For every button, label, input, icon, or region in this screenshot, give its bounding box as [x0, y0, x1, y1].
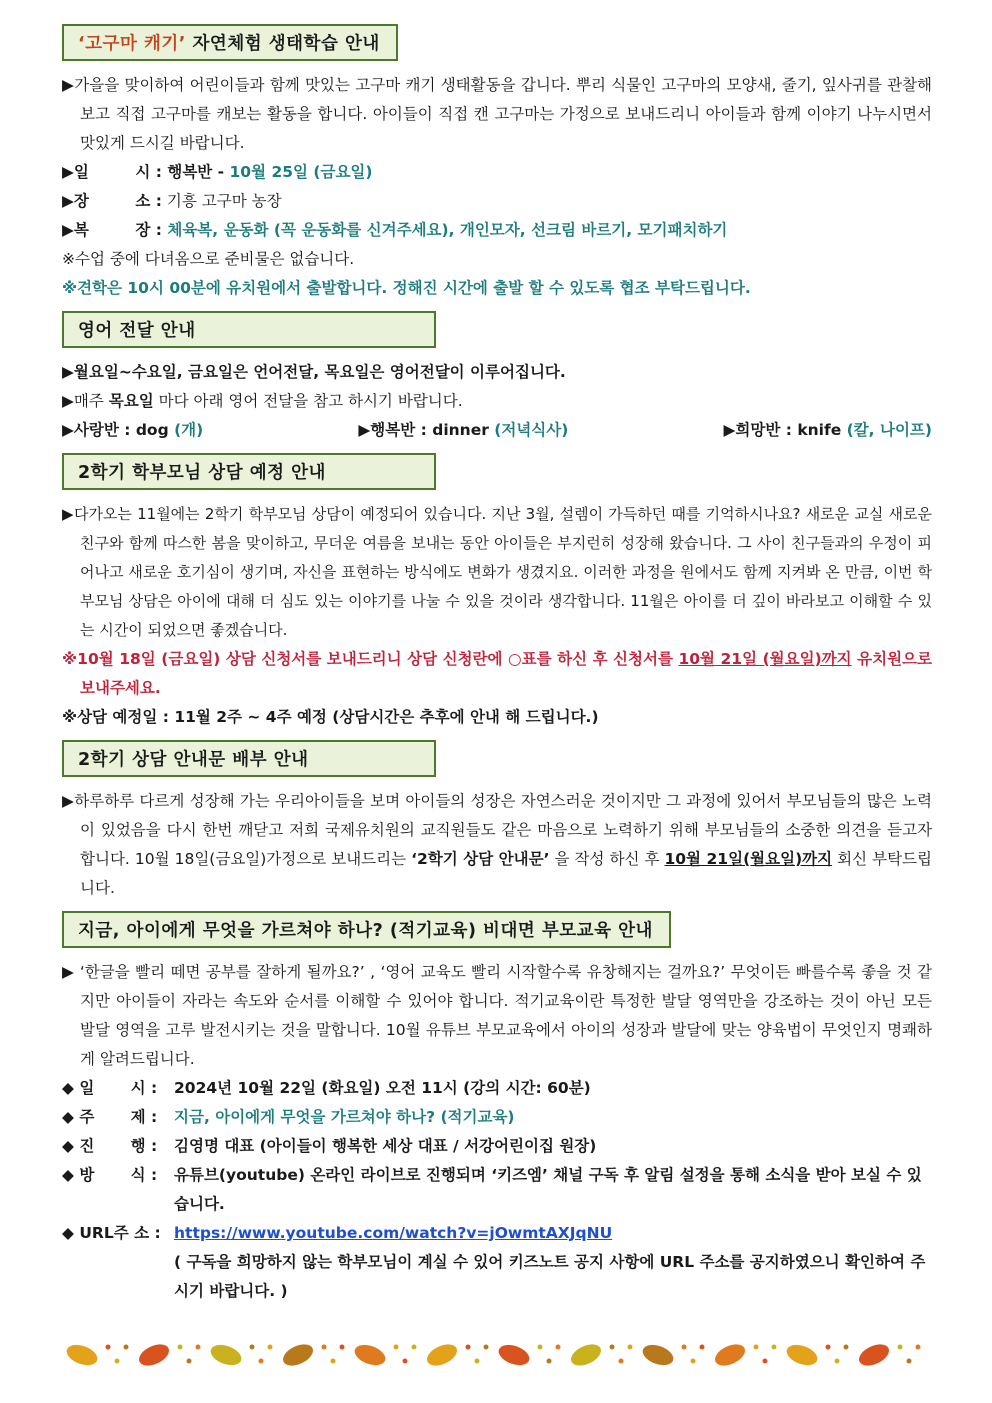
- class-word-sarang: [62, 416, 203, 445]
- section-title: 영어 전달 안내: [62, 311, 436, 348]
- berry-dot-icon: [412, 1345, 417, 1350]
- berry-dot-icon: [763, 1359, 768, 1364]
- youtube-link[interactable]: https://www.youtube.com/watch?v=jOwmtAXJqNU: [174, 1224, 613, 1242]
- section-title: 2학기 상담 안내문 배부 안내: [62, 740, 436, 777]
- text: ▶행복반 : dinner: [358, 421, 495, 439]
- leaf-icon: [784, 1341, 820, 1369]
- url-note: ( 구독을 희망하지 않는 학부모님이 계실 수 있어 키즈노트 공지 사항에 URL 주소를 공지하였으니 확인하여 주시기 바랍니다. ): [174, 1253, 926, 1300]
- value: 2024년 10월 22일 (화요일) 오전 11시 (강의 시간: 60분): [174, 1079, 591, 1097]
- berry-dot-icon: [178, 1345, 183, 1350]
- meaning: (개): [174, 421, 204, 439]
- berry-dot-icon: [115, 1359, 120, 1364]
- intro-paragraph: ▶가을을 맞이하여 어린이들과 함께 맛있는 고구마 캐기 생태활동을 갑니다. 뿌리 식물인 고구마의 모양새, 줄기, 잎사귀를 관찰해 보고 직접 고구마를 캐보는 활동을 합니다. 아이들이 직접 캔 고구마는 가정으로 보내드리니 아이들과 함께 이야기 나누시면서 맛있게 드시길 바랍니다.: [62, 76, 932, 152]
- label: ◆ 진 행 :: [62, 1137, 158, 1155]
- class-word-huimang: [723, 416, 932, 445]
- text: 유치원으로 보내주세요.: [80, 650, 933, 697]
- berry-dot-icon: [835, 1359, 840, 1364]
- doc-name: ‘2학기 상담 안내문’: [411, 850, 550, 868]
- berry-dot-icon: [556, 1345, 561, 1350]
- berry-dot-icon: [538, 1345, 543, 1350]
- berry-dot-icon: [196, 1345, 201, 1350]
- berry-dot-icon: [403, 1359, 408, 1364]
- berry-dot-icon: [124, 1345, 129, 1350]
- berry-dot-icon: [322, 1345, 327, 1350]
- berry-dot-icon: [898, 1345, 903, 1350]
- label: ◆ URL주 소 :: [62, 1224, 161, 1242]
- berry-dot-icon: [187, 1359, 192, 1364]
- berry-dot-icon: [916, 1345, 921, 1350]
- berry-dot-icon: [484, 1345, 489, 1350]
- berry-dot-icon: [700, 1345, 705, 1350]
- consultation-notice: [62, 645, 932, 703]
- meaning: (칼, 나이프): [846, 421, 932, 439]
- section-consultation: [62, 453, 932, 732]
- value: 김영명 대표 (아이들이 행복한 세상 대표 / 서강어린이집 원장): [174, 1137, 597, 1155]
- text: 마다 아래 영어 전달을 참고 하시기 바랍니다.: [153, 392, 463, 410]
- distribution-paragraph: [62, 787, 932, 903]
- value: 지금, 아이에게 무엇을 가르쳐야 하나? (적기교육): [174, 1108, 515, 1126]
- section-english: [62, 311, 932, 445]
- text: ▶희망반 : knife: [723, 421, 847, 439]
- text: 회신 부탁드립니다.: [80, 850, 933, 897]
- leaf-icon: [568, 1340, 605, 1370]
- dress-label: ▶복 장 :: [62, 221, 162, 239]
- section-title: 2학기 학부모님 상담 예정 안내: [62, 453, 436, 490]
- section-title: 지금, 아이에게 무엇을 가르쳐야 하나? (적기교육) 비대면 부모교육 안내: [62, 911, 671, 948]
- berry-dot-icon: [547, 1359, 552, 1364]
- date-value: 10월 25일 (금요일): [229, 163, 373, 181]
- english-line-1: ▶월요일~수요일, 금요일은 언어전달, 목요일은 영어전달이 이루어집니다.: [62, 363, 566, 381]
- section-title: [62, 24, 398, 61]
- section-notice-distribution: [62, 740, 932, 903]
- berry-dot-icon: [250, 1345, 255, 1350]
- berry-dot-icon: [907, 1359, 912, 1364]
- leaf-icon: [496, 1341, 532, 1369]
- section-sweet-potato: [62, 24, 932, 303]
- berry-dot-icon: [691, 1359, 696, 1364]
- leaf-icon: [352, 1341, 388, 1369]
- label: ◆ 주 제 :: [62, 1108, 158, 1126]
- edu-host-row: [62, 1132, 932, 1161]
- value: 유튜브(youtube) 온라인 라이브로 진행되며 ‘키즈엠’ 채널 구독 후 알림 설정을 통해 소식을 받아 보실 수 있습니다.: [174, 1166, 922, 1213]
- berry-dot-icon: [331, 1359, 336, 1364]
- edu-url-row: [62, 1219, 932, 1248]
- section-parent-education: [62, 911, 932, 1306]
- edu-date-row: [62, 1074, 932, 1103]
- leaf-icon: [424, 1340, 461, 1370]
- leaf-icon: [280, 1340, 317, 1370]
- berry-dot-icon: [619, 1359, 624, 1364]
- autumn-leaves-decoration: [62, 1333, 932, 1373]
- berry-dot-icon: [475, 1359, 480, 1364]
- berry-dot-icon: [394, 1345, 399, 1350]
- berry-dot-icon: [268, 1345, 273, 1350]
- class-word-haengbok: [358, 416, 568, 445]
- title-text: 자연체험 생태학습 안내: [185, 34, 380, 54]
- leaf-icon: [640, 1341, 676, 1369]
- place-row: [62, 187, 932, 216]
- edu-topic-row: [62, 1103, 932, 1132]
- berry-dot-icon: [772, 1345, 777, 1350]
- leaf-icon: [856, 1340, 893, 1370]
- thursday-text: 목요일: [108, 392, 154, 410]
- label: ◆ 방 식 :: [62, 1166, 158, 1184]
- leaf-icon: [64, 1341, 100, 1369]
- berry-dot-icon: [106, 1345, 111, 1350]
- dress-row: [62, 216, 932, 245]
- deadline: 10월 21일 (월요일)까지: [678, 650, 852, 668]
- berry-dot-icon: [844, 1345, 849, 1350]
- consultation-schedule: ※상담 예정일 : 11월 2주 ~ 4주 예정 (상담시간은 추후에 안내 해 드립니다.): [62, 708, 599, 726]
- class-words-row: [62, 416, 932, 445]
- berry-dot-icon: [259, 1359, 264, 1364]
- text: ▶사랑반 : dog: [62, 421, 175, 439]
- label: ◆ 일 시 :: [62, 1079, 158, 1097]
- leaf-icon: [136, 1340, 173, 1370]
- edu-url-note-row: [62, 1248, 932, 1306]
- leaf-icon: [208, 1341, 244, 1369]
- title-highlight: ‘고구마 캐기’: [78, 34, 186, 54]
- berry-dot-icon: [340, 1345, 345, 1350]
- place-value: 기흥 고구마 농장: [161, 192, 282, 210]
- deadline: 10월 21일(월요일)까지: [664, 850, 833, 868]
- place-label: ▶장 소 :: [62, 192, 162, 210]
- education-intro: ▶ ‘한글을 빨리 떼면 공부를 잘하게 될까요?’ , ‘영어 교육도 빨리 시작할수록 유창해지는 걸까요?’ 무엇이든 빠를수록 좋을 것 같지만 아이들이 자라는 속도와 순서를 이해할 수 있어야 합니다. 적기교육이란 특정한 발달 영역만을 강조하는 것이 아닌 모든 발달 영역을 고루 발전시키는 것을 말합니다. 10월 유튜브 부모교육에서 아이의 성장과 발달에 맞는 양육법이 무엇인지 명쾌하게 알려드립니다.: [62, 963, 932, 1068]
- berry-dot-icon: [826, 1345, 831, 1350]
- leaf-icon: [712, 1340, 749, 1370]
- date-row: [62, 158, 932, 187]
- text: ※10월 18일 (금요일) 상담 신청서를 보내드리니 상담 신청란에 ○표를 하신 후 신청서를: [62, 650, 679, 668]
- dress-value: 체육복, 운동화 (꼭 운동화를 신겨주세요), 개인모자, 선크림 바르기, 모기패치하기: [161, 221, 728, 239]
- berry-dot-icon: [628, 1345, 633, 1350]
- departure-note: ※견학은 10시 00분에 유치원에서 출발합니다. 정해진 시간에 출발 할 수 있도록 협조 부탁드립니다.: [62, 279, 751, 297]
- text: ▶매주: [62, 392, 109, 410]
- date-label: ▶일 시 :: [62, 163, 162, 181]
- berry-dot-icon: [754, 1345, 759, 1350]
- berry-dot-icon: [610, 1345, 615, 1350]
- berry-dot-icon: [466, 1345, 471, 1350]
- note-row: ※수업 중에 다녀옴으로 준비물은 없습니다.: [62, 250, 355, 268]
- text: ▶하루하루 다르게 성장해 가는 우리아이들을 보며 아이들의 성장은 자연스러운 것이지만 그 과정에 있어서 부모님들의 많은 노력이 있었음을 다시 한번 깨닫고 저희 국제유치원의 교직원들도 같은 마음으로 노력하기 위해 부모님들의 소중한 의견을 듣고자합니다. 10월 18일(금요일)가정으로 보내드리는: [62, 792, 932, 868]
- text: 을 작성 하신 후: [549, 850, 665, 868]
- berry-dot-icon: [682, 1345, 687, 1350]
- date-class: 행복반 -: [161, 163, 230, 181]
- edu-method-row: [62, 1161, 932, 1219]
- english-line-2: [62, 387, 932, 416]
- meaning: (저녁식사): [494, 421, 569, 439]
- newsletter-page: [62, 24, 932, 1314]
- consultation-paragraph: ▶다가오는 11월에는 2학기 학부모님 상담이 예정되어 있습니다. 지난 3월, 설렘이 가득하던 때를 기억하시나요? 새로운 교실 새로운 친구와 함께 따스한 봄을 맞이하고, 무더운 여름을 보내는 동안 아이들은 부지런히 성장해 왔습니다. 그 사이 친구들과의 우정이 피어나고 새로운 호기심이 생기며, 자신을 표현하는 방식에도 변화가 생겼지요. 이러한 과정을 원에서도 함께 지켜봐 온 만큼, 이번 학부모님 상담은 아이에 대해 더 심도 있는 이야기를 나눌 수 있을 것이라 생각합니다. 11월은 아이를 더 깊이 바라보고 이해할 수 있는 시간이 되었으면 좋겠습니다.: [62, 505, 932, 639]
